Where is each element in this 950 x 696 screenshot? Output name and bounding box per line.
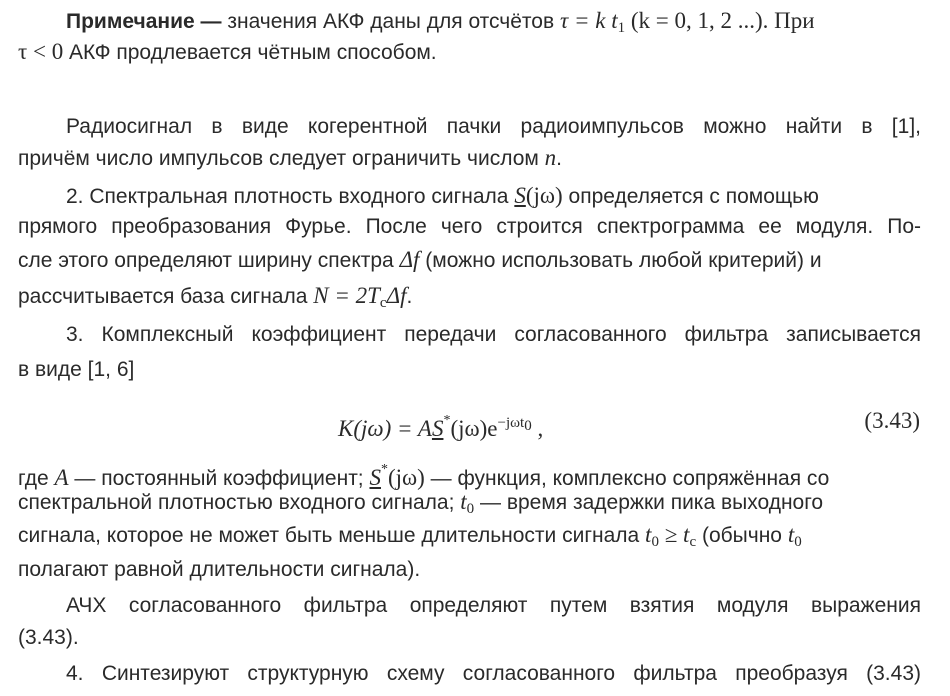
para4-line-4: полагают равной длительности сигнала).: [18, 558, 421, 581]
para1-line-1: Радиосигнал в виде когерентной пачки радиоимпульсов можно найти в [1],: [66, 115, 921, 138]
para3-line-2: в виде [1, 6]: [18, 358, 135, 381]
para3-line-1: 3. Комплексный коэффициент передачи согласованного фильтра записывается: [66, 323, 921, 346]
equation-3-43: $K(j\omega) = AS^*(j\omega)e^{-j\omega t0}$ , (3.43): [338, 408, 920, 441]
equation-lhs: K(jω) = A: [338, 416, 432, 441]
note-line-2: τ < 0 АКФ продлевается чётным способом.: [18, 39, 437, 64]
para4-line-2: спектральной плотностью входного сигнала; $t_0$ — время задержки пика выходного: [18, 489, 824, 517]
para4-line-3: сигнала, которое не может быть меньше длительности сигнала $t_0 \ge t_c$ (обычно $t_0$: [18, 522, 802, 550]
para6-line-1: 4. Синтезируют структурную схему согласованного фильтра преобразуя (3.43): [66, 662, 921, 685]
para4-line-1: где A — постоянный коэффициент; S*(jω) — функция, комплексно сопряжённая со: [18, 462, 830, 490]
para2-line-3: сле этого определяют ширину спектра Δf (можно использовать любой критерий) и: [18, 247, 822, 272]
para5-line-1: АЧХ согласованного фильтра определяют путем взятия модуля выражения: [66, 594, 921, 617]
para5-line-2: (3.43).: [18, 626, 79, 649]
para1-line-2: причём число импульсов следует ограничить числом n.: [18, 145, 562, 170]
para2-line-1: 2. Спектральная плотность входного сигнала S(jω) определяется с помощью: [66, 183, 819, 208]
equation-number: (3.43): [864, 408, 920, 433]
para2-line-2: прямого преобразования Фурье. После чего строится спектрограмма ее модуля. По-: [18, 215, 921, 238]
note-line-1: Примечание — значения АКФ даны для отсчётов τ = k $t_1$ (k = 0, 1, 2 ...). При: [66, 8, 815, 36]
para2-line-4: рассчитывается база сигнала $N = 2T_c\Delta f$.: [18, 283, 413, 311]
note-label: Примечание —: [66, 10, 222, 33]
